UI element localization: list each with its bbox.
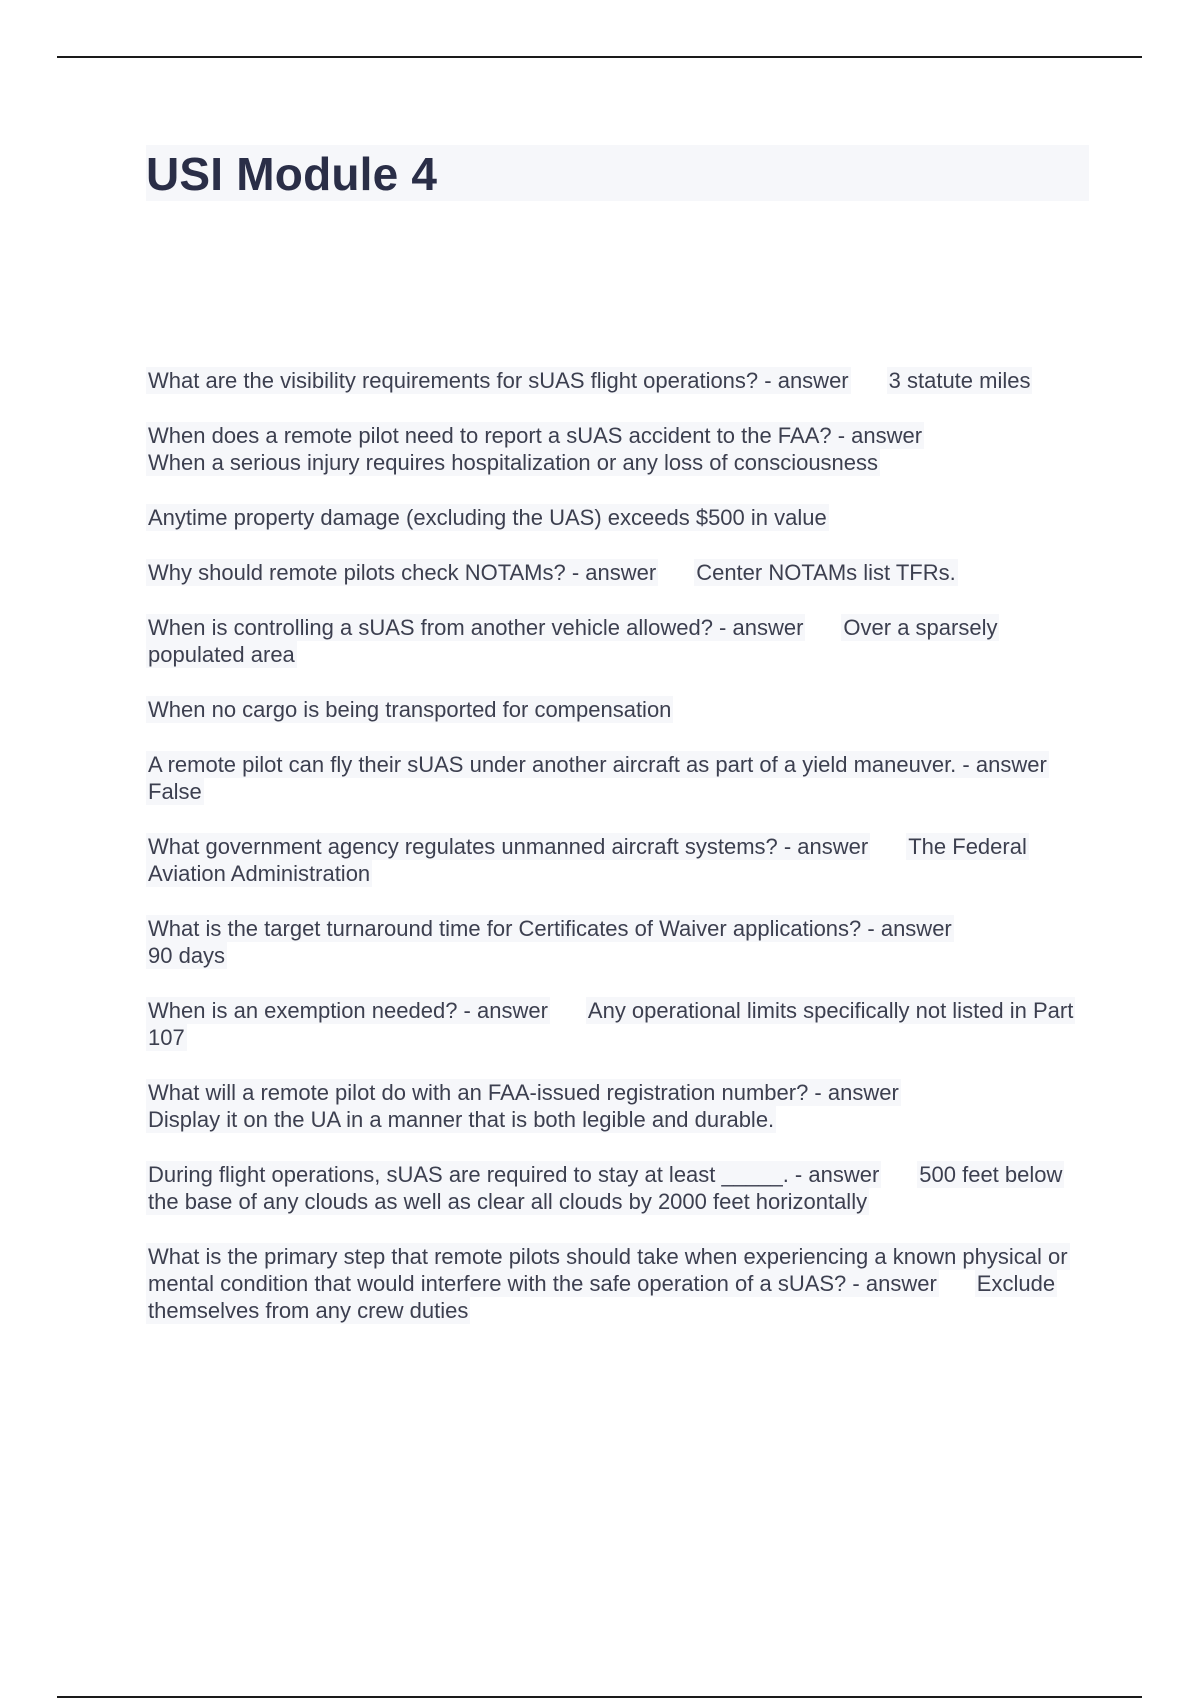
qa-item: [146, 915, 1086, 969]
qa-item: [146, 751, 1086, 805]
answer-text: Any operational limits specifically not listed in Part 107: [148, 998, 1074, 1050]
question-text: When is controlling a sUAS from another vehicle allowed? - answer: [148, 615, 804, 640]
question-text: During flight operations, sUAS are required to stay at least _____. - answer: [148, 1162, 880, 1187]
answer-text: The Federal Aviation Administration: [148, 834, 1027, 886]
answer-text: 3 statute miles: [888, 368, 1031, 393]
answer-text: Anytime property damage (excluding the UAS) exceeds $500 in value: [148, 505, 827, 530]
answer-text: Center NOTAMs list TFRs.: [696, 560, 956, 585]
qa-item: [146, 367, 1086, 394]
question-text: When does a remote pilot need to report a sUAS accident to the FAA? - answer: [148, 423, 923, 448]
question-text: What government agency regulates unmanned aircraft systems? - answer: [148, 834, 869, 859]
question-text: A remote pilot can fly their sUAS under another aircraft as part of a yield maneuver. - answer: [148, 752, 1047, 777]
answer-text: When a serious injury requires hospitalization or any loss of consciousness: [148, 450, 879, 475]
answer-text: False: [148, 779, 202, 804]
answer-text: Exclude themselves from any crew duties: [148, 1271, 1056, 1323]
answer-text: When no cargo is being transported for compensation: [148, 697, 672, 722]
qa-item: [146, 1161, 1086, 1215]
qa-item: [146, 1243, 1086, 1324]
question-text: What will a remote pilot do with an FAA-issued registration number? - answer: [148, 1080, 899, 1105]
answer-continuation: [146, 504, 1086, 531]
answer-text: Display it on the UA in a manner that is both legible and durable.: [148, 1107, 775, 1132]
question-text: What is the target turnaround time for Certificates of Waiver applications? - answer: [148, 916, 952, 941]
qa-item: [146, 1079, 1086, 1133]
question-text: When is an exemption needed? - answer: [148, 998, 548, 1023]
answer-text: 90 days: [148, 943, 226, 968]
answer-text: 500 feet below the base of any clouds as well as clear all clouds by 2000 feet horizontally: [148, 1162, 1063, 1214]
qa-list: [146, 367, 1086, 1352]
page-title: USI Module 4: [146, 148, 438, 200]
answer-text: Over a sparsely populated area: [148, 615, 998, 667]
qa-item: [146, 614, 1086, 668]
question-text: Why should remote pilots check NOTAMs? - answer: [148, 560, 657, 585]
qa-item: [146, 422, 1086, 476]
top-rule: [57, 56, 1142, 58]
question-text: What is the primary step that remote pilots should take when experiencing a known physical or mental condition that would interfere with the safe operation of a sUAS? - answer: [148, 1244, 1068, 1296]
question-text: What are the visibility requirements for sUAS flight operations? - answer: [148, 368, 849, 393]
qa-item: [146, 559, 1086, 586]
qa-item: [146, 997, 1086, 1051]
qa-item: [146, 833, 1086, 887]
answer-continuation: [146, 696, 1086, 723]
bottom-rule: [57, 1696, 1142, 1698]
